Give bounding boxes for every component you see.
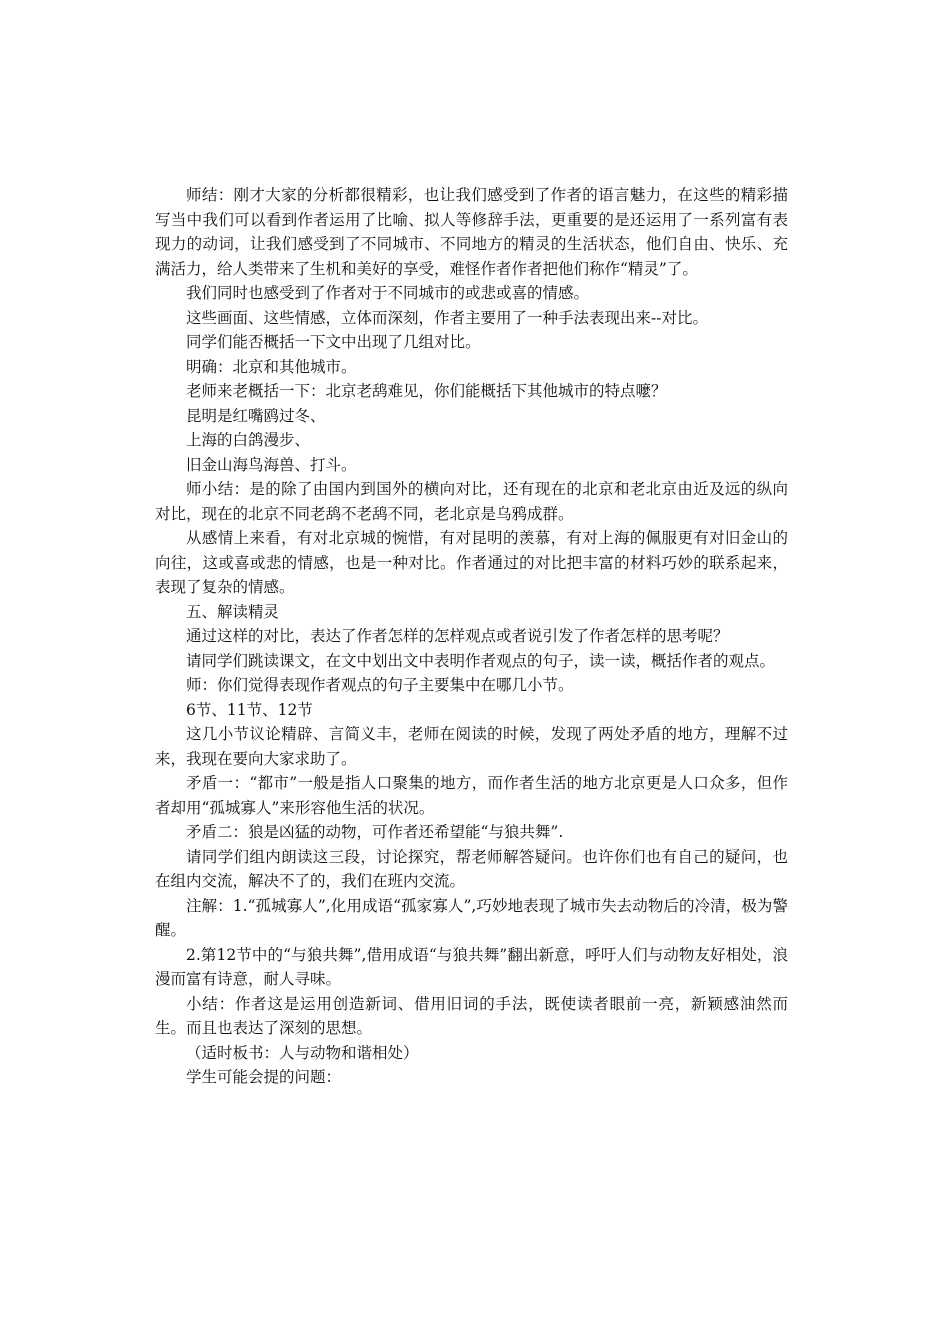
paragraph-20: 请同学们组内朗读这三段，讨论探究，帮老师解答疑问。也许你们也有自己的疑问，也在组内交流，解决不了的，我们在班内交流。 <box>155 847 788 890</box>
paragraph-9: 旧金山海鸟海兽、打斗。 <box>186 455 357 474</box>
paragraph-2: 我们同时也感受到了作者对于不同城市的或悲或喜的情感。 <box>186 284 590 302</box>
paragraph-1: 师结：刚才大家的分析都很精彩，也让我们感受到了作者的语言魅力，在这些的精彩描写当中我们可以看到作者运用了比喻、拟人等修辞手法，更重要的是还运用了一系列富有表现力的动词，让我们感受到了不同城市、不同地方的精灵的生活状态，他们自由、快乐、充满活力，给人类带来了生机和美好的享受，难怪作者作者把他们称作“精灵”了。 <box>155 186 788 278</box>
paragraph-16: 6节、11节、12节 <box>186 700 313 719</box>
paragraph-24: （适时板书：人与动物和谐相处） <box>186 1043 419 1062</box>
paragraph-11: 从感情上来看，有对北京城的惋惜，有对昆明的羡慕，有对上海的佩服更有对旧金山的向往，这或喜或悲的情感，也是一种对比。作者通过的对比把丰富的材料巧妙的联系起来，表现了复杂的情感。 <box>155 529 788 596</box>
paragraph-19: 矛盾二：狼是凶猛的动物，可作者还希望能“与狼共舞”. <box>186 823 564 841</box>
paragraph-25: 学生可能会提的问题： <box>186 1068 342 1086</box>
paragraph-4: 同学们能否概括一下文中出现了几组对比。 <box>186 333 481 351</box>
paragraph-8: 上海的白鸽漫步、 <box>186 431 311 449</box>
paragraph-18: 矛盾一：“都市”一般是指人口聚集的地方，而作者生活的地方北京更是人口众多，但作者却用“孤城寡人”来形容他生活的状况。 <box>155 774 788 817</box>
document-body <box>155 183 788 1090</box>
paragraph-10: 师小结：是的除了由国内到国外的横向对比，还有现在的北京和老北京由近及远的纵向对比，现在的北京不同老鸹不老鸹不同，老北京是乌鸦成群。 <box>155 480 788 523</box>
paragraph-17: 这几小节议论精辟、言简义丰，老师在阅读的时候，发现了两处矛盾的地方，理解不过来，我现在要向大家求助了。 <box>155 725 788 768</box>
paragraph-22: 2.第12节中的“与狼共舞”,借用成语“与狼共舞”翻出新意，呼吁人们与动物友好相处，浪漫而富有诗意，耐人寻味。 <box>155 945 788 988</box>
paragraph-14: 请同学们跳读课文，在文中划出文中表明作者观点的句子，读一读，概括作者的观点。 <box>186 651 776 670</box>
paragraph-3: 这些画面、这些情感，立体而深刻，作者主要用了一种手法表现出来--对比。 <box>186 308 708 327</box>
paragraph-21: 注解：1.“孤城寡人”,化用成语“孤家寡人”,巧妙地表现了城市失去动物后的冷清，极为警醒。 <box>155 896 788 939</box>
paragraph-23: 小结：作者这是运用创造新词、借用旧词的手法，既使读者眼前一亮，新颖感油然而生。而且也表达了深刻的思想。 <box>155 994 788 1037</box>
paragraph-7: 昆明是红嘴鸥过冬、 <box>186 406 326 425</box>
paragraph-15: 师：你们觉得表现作者观点的句子主要集中在哪几小节。 <box>186 676 574 694</box>
paragraph-6: 老师来老概括一下：北京老鸹难见，你们能概括下其他城市的特点嚒？ <box>186 382 667 400</box>
paragraph-13: 通过这样的对比，表达了作者怎样的怎样观点或者说引发了作者怎样的思考呢？ <box>186 627 729 645</box>
section-heading: 五、解读精灵 <box>186 602 280 621</box>
paragraph-5: 明确：北京和其他城市。 <box>186 357 357 376</box>
